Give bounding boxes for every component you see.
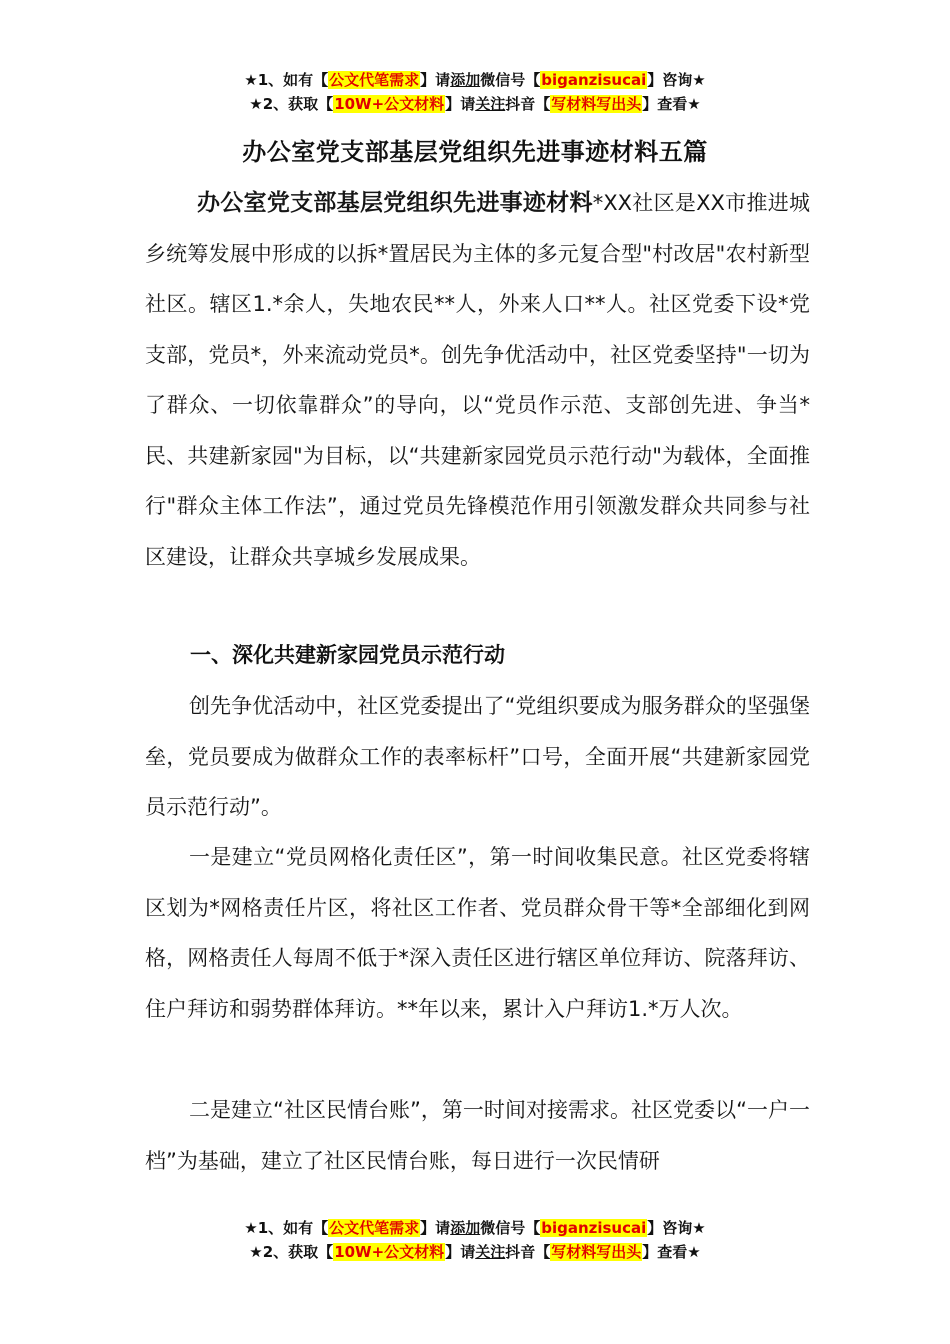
bottom-ad-banner — [0, 1216, 950, 1264]
document-title: 办公室党支部基层党组织先进事迹材料五篇 — [242, 138, 708, 166]
ad-text: 】查看★ — [642, 95, 701, 113]
paragraph-2: 创先争优活动中，社区党委提出了“党组织要成为服务群众的坚强堡垒，党员要成为做群众工作的表率标杆”口号，全面开展“共建新家园党员示范行动”。 — [145, 694, 810, 819]
ad-text: 】查看★ — [642, 1243, 701, 1261]
ad-underline: 关注 — [475, 95, 506, 113]
ad-text: 微信号【 — [480, 71, 541, 89]
ad-text: 】请 — [445, 95, 476, 113]
ad-text: 抖音【 — [505, 95, 551, 113]
ad-highlight: biganzisucai — [541, 1219, 647, 1237]
intro-text: *XX社区是XX市推进城乡统筹发展中形成的以拆*置居民为主体的多元复合型"村改居"农村新型社区。辖区1.*余人，失地农民**人，外来人口**人。社区党委下设*党支部，党员*，外来流动党员*。创先争优活动中，社区党委坚持"一切为了群众、一切依靠群众”的导向，以“党员作示范、支部创先进、争当*民、共建新家园"为目标，以“共建新家园党员示范行动"为载体，全面推行"群众主体工作法”，通过党员先锋模范作用引领激发群众共同参与社区建设，让群众共享城乡发展成果。 — [145, 191, 811, 569]
ad-highlight: 公文代笔需求 — [329, 1219, 420, 1237]
ad-highlight: 写材料写出头 — [551, 1243, 642, 1261]
ad-text: 微信号【 — [480, 1219, 541, 1237]
ad-line-2 — [0, 92, 950, 116]
ad-underline: 关注 — [475, 1243, 506, 1261]
ad-highlight: 写材料写出头 — [551, 95, 642, 113]
top-ad-banner — [0, 68, 950, 116]
ad-text: 】咨询★ — [647, 71, 706, 89]
ad-line-1 — [0, 68, 950, 92]
ad-underline: 添加 — [450, 1219, 481, 1237]
ad-text: ★1、如有【 — [244, 1219, 329, 1237]
paragraph-3: 一是建立“党员网格化责任区”，第一时间收集民意。社区党委将辖区划为*网格责任片区，将社区工作者、党员群众骨干等*全部细化到网格，网格责任人每周不低于*深入责任区进行辖区单位拜访、院落拜访、住户拜访和弱势群体拜访。**年以来，累计入户拜访1.*万人次。 — [145, 845, 810, 1021]
intro-paragraph — [145, 178, 810, 582]
ad-highlight: 公文代笔需求 — [329, 71, 420, 89]
ad-underline: 添加 — [450, 71, 481, 89]
ad-highlight: 10W+公文材料 — [334, 95, 445, 113]
ad-text: ★2、获取【 — [249, 1243, 334, 1261]
ad-highlight: 10W+公文材料 — [334, 1243, 445, 1261]
intro-subtitle: 办公室党支部基层党组织先进事迹材料 — [197, 190, 593, 216]
ad-text: 】请 — [445, 1243, 476, 1261]
ad-text: 】请 — [420, 71, 451, 89]
ad-text: ★2、获取【 — [249, 95, 334, 113]
section-heading-1: 一、深化共建新家园党员示范行动 — [190, 643, 505, 667]
ad-text: 抖音【 — [505, 1243, 551, 1261]
ad-highlight: biganzisucai — [541, 71, 647, 89]
ad-text: 】咨询★ — [647, 1219, 706, 1237]
ad-text: 】请 — [420, 1219, 451, 1237]
paragraph-4: 二是建立“社区民情台账”，第一时间对接需求。社区党委以“一户一档”为基础，建立了社区民情台账，每日进行一次民情研 — [145, 1098, 810, 1173]
ad-text: ★1、如有【 — [244, 71, 329, 89]
ad-line-2 — [0, 1240, 950, 1264]
ad-line-1 — [0, 1216, 950, 1240]
